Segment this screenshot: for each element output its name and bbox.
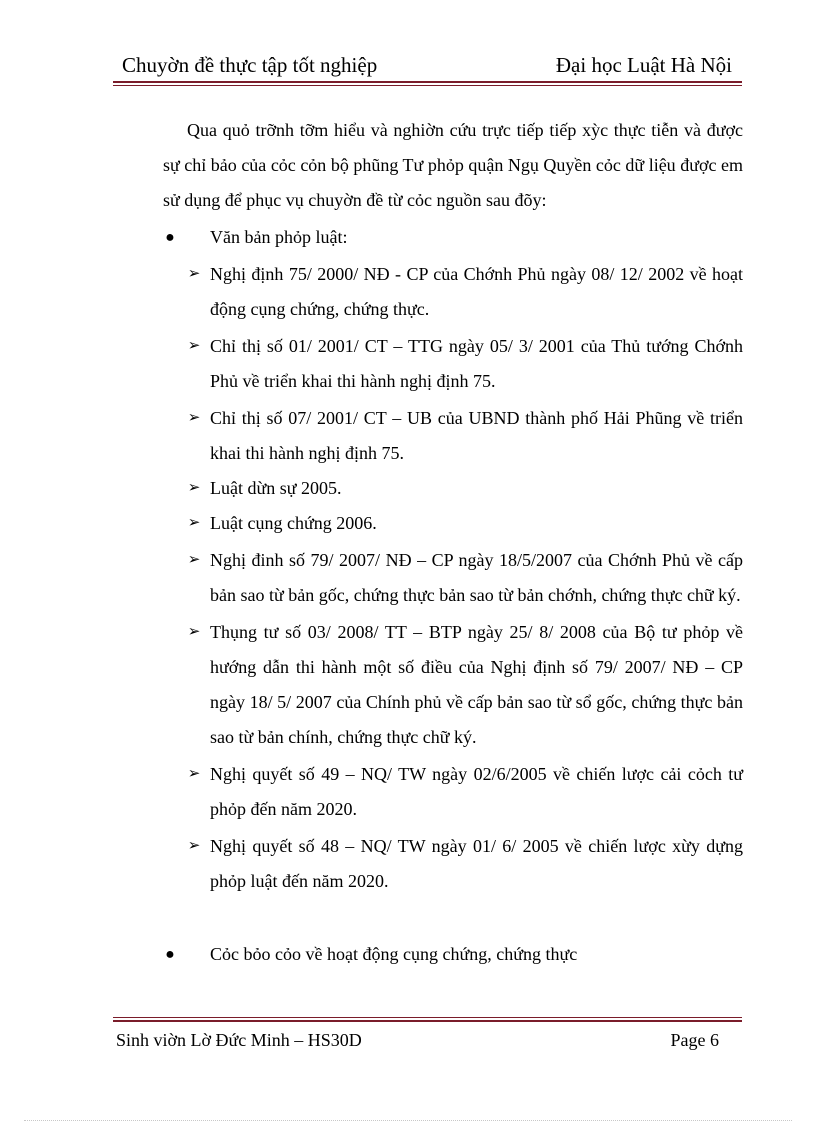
list-item: [163, 506, 743, 541]
arrow-icon: ➢: [187, 480, 201, 496]
list-item-text: Nghị quyết số 49 – NQ/ TW ngày 02/6/2005 về chiến lược cải cỏch tư phỏp đến năm 2020.: [210, 764, 743, 819]
arrow-icon: ➢: [187, 838, 201, 854]
header-rule-thick: [113, 81, 742, 83]
footer-author: Sinh viờn Lờ Đức Minh – HS30D: [116, 1030, 362, 1050]
list-item: [163, 757, 743, 827]
list-item-text: Nghị quyết số 48 – NQ/ TW ngày 01/ 6/ 2005 về chiến lược xừy dựng phỏp luật đến năm 2020.: [210, 836, 743, 891]
page-number: Page 6: [670, 1030, 719, 1050]
header-university: Đại học Luật Hà Nội: [555, 53, 732, 77]
page-edge-divider: [24, 1120, 792, 1121]
list-item-text: Luật dừn sự 2005.: [210, 478, 342, 498]
bullet-icon: ●: [165, 946, 175, 963]
section-label: Văn bản phỏp luật:: [210, 227, 348, 247]
list-item-text: Chỉ thị số 01/ 2001/ CT – TTG ngày 05/ 3/ 2001 của Thủ tướng Chớnh Phủ về triển khai thi hành nghị định 75.: [210, 336, 743, 391]
list-item: [163, 543, 743, 613]
list-item: [163, 615, 743, 755]
arrow-icon: ➢: [187, 338, 201, 354]
page-body: [163, 113, 743, 972]
header-rule-thin: [113, 85, 742, 86]
arrow-icon: ➢: [187, 552, 201, 568]
intro-paragraph: Qua quỏ trỡnh tỡm hiểu và nghiờn cứu trực tiếp tiếp xỳc thực tiễn và được sự chỉ bảo của cỏc cỏn bộ phũng Tư phỏp quận Ngụ Quyền cỏc dữ liệu được em sử dụng để phục vụ chuyờn đề từ cỏc nguồn sau đõy:: [163, 120, 743, 210]
arrow-icon: ➢: [187, 410, 201, 426]
arrow-icon: ➢: [187, 515, 201, 531]
list-item-text: Chỉ thị số 07/ 2001/ CT – UB của UBND thành phố Hải Phũng về triển khai thi hành nghị định 75.: [210, 408, 743, 463]
header-title: Chuyờn đề thực tập tốt nghiệp: [122, 53, 378, 77]
list-item-text: Nghị đinh số 79/ 2007/ NĐ – CP ngày 18/5/2007 của Chớnh Phủ về cấp bản sao từ bản gốc, chứng thực bản sao từ bản chớnh, chứng thực chữ ký.: [210, 550, 743, 605]
section-bullet: [163, 937, 743, 972]
list-item: [163, 471, 743, 506]
arrow-icon: ➢: [187, 766, 201, 782]
section-bullet: [163, 220, 743, 255]
footer-rule-thin: [113, 1017, 742, 1018]
section-label: Cỏc bỏo cỏo về hoạt động cụng chứng, chứng thực: [210, 944, 578, 964]
list-item: [163, 329, 743, 399]
list-item-text: Thụng tư số 03/ 2008/ TT – BTP ngày 25/ 8/ 2008 của Bộ tư phỏp về hướng dẫn thi hành một số điều của Nghị định số 79/ 2007/ NĐ – CP ngày 18/ 5/ 2007 của Chính phủ về cấp bản sao từ sổ gốc, chứng thực bản sao từ bản chính, chứng thực chữ ký.: [210, 622, 743, 747]
list-item-text: Luật cụng chứng 2006.: [210, 513, 377, 533]
arrow-icon: ➢: [187, 624, 201, 640]
bullet-icon: ●: [165, 229, 175, 246]
list-item-text: Nghị định 75/ 2000/ NĐ - CP của Chớnh Phủ ngày 08/ 12/ 2002 về hoạt động cụng chứng, chứng thực.: [210, 264, 743, 319]
list-item: [163, 829, 743, 899]
list-item: [163, 257, 743, 327]
footer-rule-thick: [113, 1020, 742, 1022]
arrow-icon: ➢: [187, 266, 201, 282]
list-item: [163, 401, 743, 471]
